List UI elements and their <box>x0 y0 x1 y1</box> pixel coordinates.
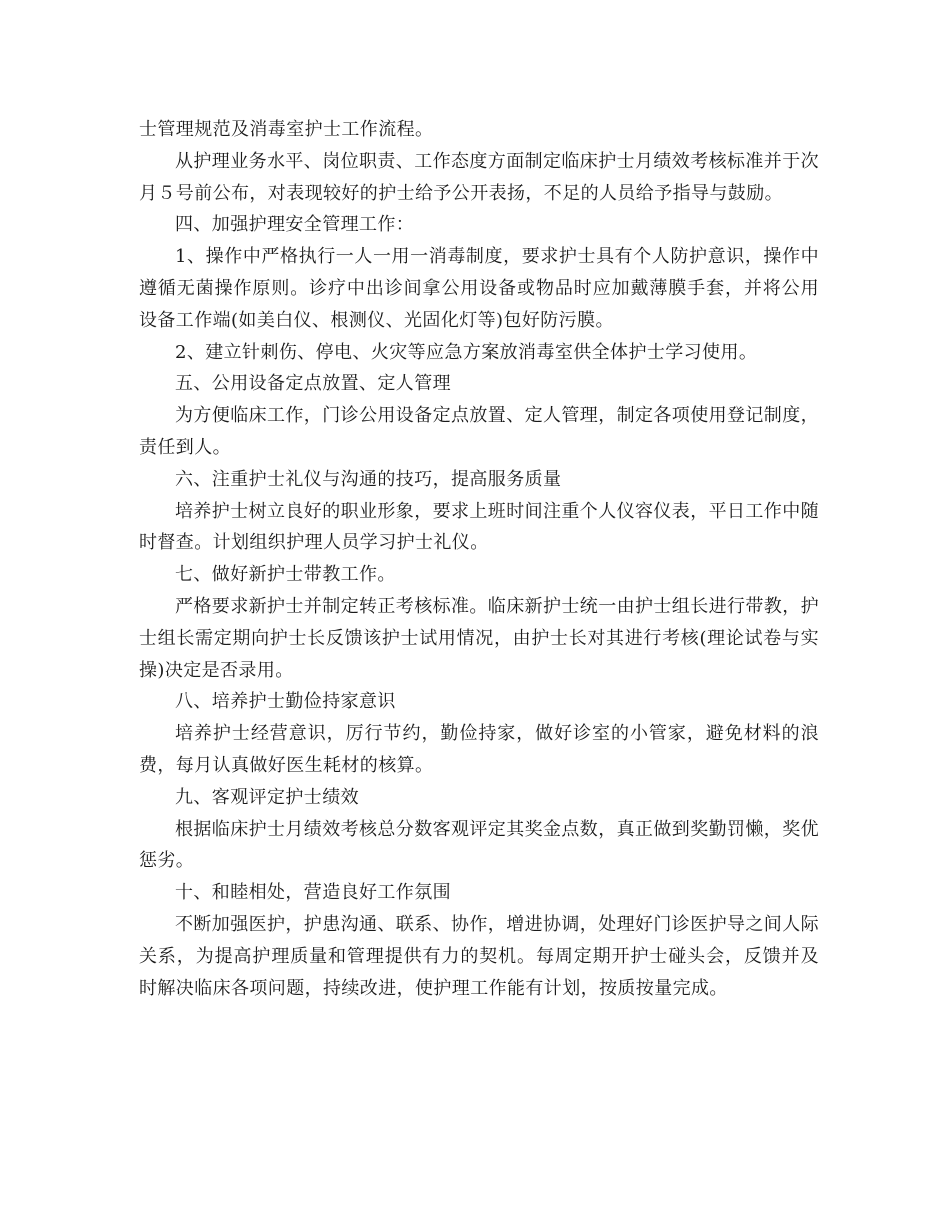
paragraph-equipment: 为方便临床工作，门诊公用设备定点放置、定人管理，制定各项使用登记制度，责任到人。 <box>139 405 819 458</box>
paragraph-etiquette: 培养护士树立良好的职业形象，要求上班时间注重个人仪容仪表，平日工作中随时督查。计划组织护理人员学习护士礼仪。 <box>139 500 819 554</box>
section-heading-evaluation: 九、客观评定护士绩效 <box>175 786 359 808</box>
paragraph-training: 严格要求新护士并制定转正考核标准。临床新护士统一由护士组长进行带教，护士组长需定期向护士长反馈该护士试用情况，由护士长对其进行考核(理论试卷与实操)决定是否录用。 <box>139 595 819 681</box>
paragraph-evaluation: 根据临床护士月绩效考核总分数客观评定其奖金点数，真正做到奖勤罚懒，奖优惩劣。 <box>139 818 819 872</box>
paragraph-disinfection: 1、操作中严格执行一人一用一消毒制度，要求护士具有个人防护意识，操作中遵循无菌操作原则。诊疗中出诊间拿公用设备或物品时应加戴薄膜手套，并将公用设备工作端(如美白仪、根测仪、光固化灯等)包好防污膜。 <box>139 246 819 331</box>
section-heading-training: 七、做好新护士带教工作。 <box>175 564 396 586</box>
section-heading-thrift: 八、培养护士勤俭持家意识 <box>175 691 396 713</box>
paragraph-thrift: 培养护士经营意识，厉行节约，勤俭持家，做好诊室的小管家，避免材料的浪费，每月认真做好医生耗材的核算。 <box>139 723 819 776</box>
document-body <box>139 114 819 1004</box>
section-heading-equipment: 五、公用设备定点放置、定人管理 <box>175 373 451 395</box>
paragraph-harmony: 不断加强医护，护患沟通、联系、协作，增进协调，处理好门诊医护导之间人际关系，为提高护理质量和管理提供有力的契机。每周定期开护士碰头会，反馈并及时解决临床各项问题，持续改进，使护理工作能有计划，按质按量完成。 <box>139 913 819 999</box>
section-heading-safety: 四、加强护理安全管理工作： <box>175 214 415 236</box>
section-heading-etiquette: 六、注重护士礼仪与沟通的技巧，提高服务质量 <box>175 468 562 490</box>
paragraph-emergency-plan: 2、建立针刺伤、停电、火灾等应急方案放消毒室供全体护士学习使用。 <box>175 341 758 363</box>
paragraph-performance-standard: 从护理业务水平、岗位职责、工作态度方面制定临床护士月绩效考核标准并于次月５号前公布，对表现较好的护士给予公开表扬，不足的人员给予指导与鼓励。 <box>139 150 819 204</box>
paragraph-continuation: 士管理规范及消毒室护士工作流程。 <box>139 119 434 140</box>
section-heading-harmony: 十、和睦相处，营造良好工作氛围 <box>175 882 451 904</box>
